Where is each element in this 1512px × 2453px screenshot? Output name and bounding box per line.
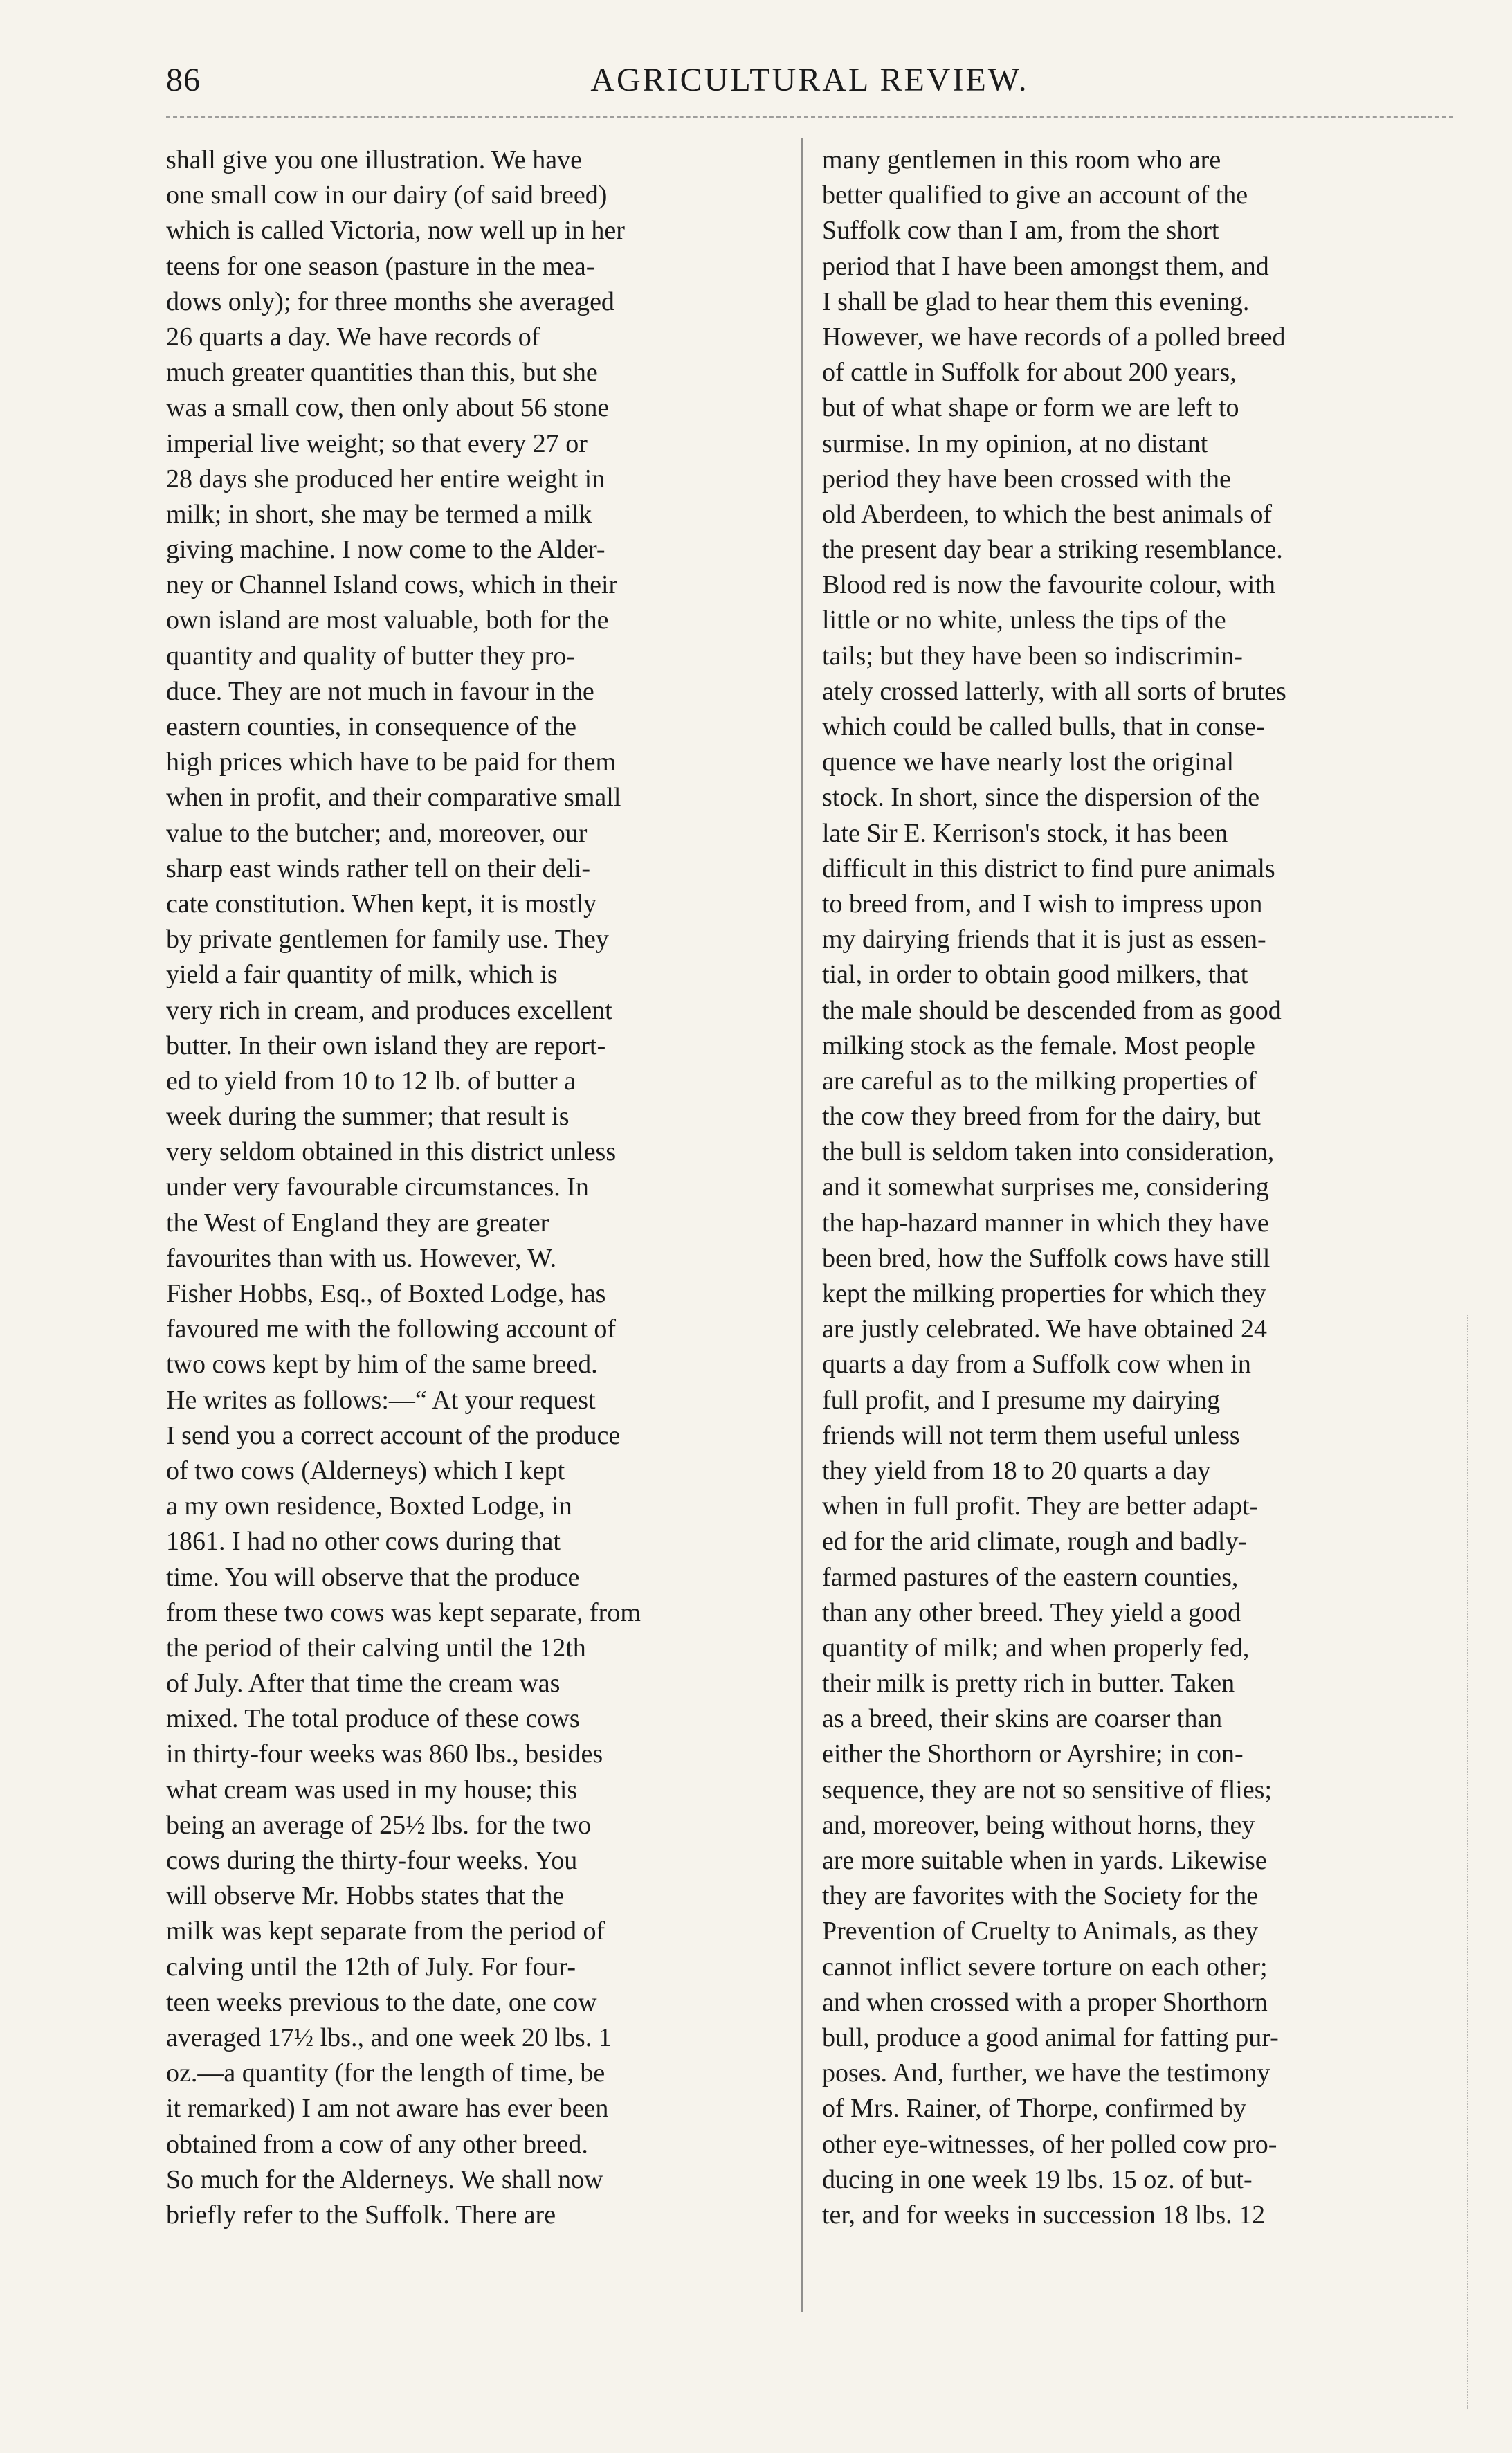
text-line: stock. In short, since the dispersion of the bbox=[822, 783, 1260, 813]
text-line: ed for the arid climate, rough and badly- bbox=[822, 1527, 1248, 1557]
text-line: many gentlemen in this room who are bbox=[822, 145, 1221, 174]
text-line: So much for the Alderneys. We shall now bbox=[166, 2164, 603, 2194]
text-line: high prices which have to be paid for them bbox=[166, 748, 617, 777]
running-title: AGRICULTURAL REVIEW. bbox=[590, 62, 1029, 98]
text-line: been bred, how the Suffolk cows have still bbox=[822, 1243, 1270, 1273]
text-line: averaged 17½ lbs., and one week 20 lbs. 1 bbox=[166, 2022, 612, 2052]
text-line: milking stock as the female. Most people bbox=[822, 1031, 1255, 1060]
text-line: shall give you one illustration. We have bbox=[166, 145, 582, 174]
text-line: much greater quantities than this, but she bbox=[166, 358, 598, 388]
text-line: when in full profit. They are better adapt- bbox=[822, 1492, 1259, 1521]
text-line: difficult in this district to find pure animals bbox=[822, 853, 1275, 883]
text-line: tails; but they have been so indiscrimin- bbox=[822, 641, 1243, 671]
text-line: time. You will observe that the produce bbox=[166, 1562, 580, 1592]
text-line: from these two cows was kept separate, from bbox=[166, 1597, 641, 1627]
text-line: own island are most valuable, both for the bbox=[166, 606, 609, 635]
text-line: ter, and for weeks in succession 18 lbs. 12 bbox=[822, 2200, 1266, 2229]
text-line: than any other breed. They yield a good bbox=[822, 1597, 1241, 1627]
text-line: quence we have nearly lost the original bbox=[822, 748, 1235, 777]
text-line: Blood red is now the favourite colour, with bbox=[822, 570, 1275, 600]
text-line: of July. After that time the cream was bbox=[166, 1669, 561, 1699]
text-line: However, we have records of a polled breed bbox=[822, 322, 1286, 352]
text-line: favoured me with the following account of bbox=[166, 1314, 617, 1344]
text-line: in thirty-four weeks was 860 lbs., besides bbox=[166, 1739, 603, 1769]
text-line: briefly refer to the Suffolk. There are bbox=[166, 2200, 556, 2229]
text-line: oz.—a quantity (for the length of time, be bbox=[166, 2058, 605, 2088]
text-line: milk; in short, she may be termed a milk bbox=[166, 499, 592, 529]
text-line: surmise. In my opinion, at no distant bbox=[822, 428, 1208, 458]
text-line: of Mrs. Rainer, of Thorpe, confirmed by bbox=[822, 2094, 1247, 2124]
text-line: I send you a correct account of the produce bbox=[166, 1420, 621, 1450]
text-line: cate constitution. When kept, it is mostly bbox=[166, 889, 596, 918]
text-line: their milk is pretty rich in butter. Taken bbox=[822, 1669, 1235, 1699]
text-line: the male should be descended from as good bbox=[822, 995, 1282, 1025]
text-line: better qualified to give an account of the bbox=[822, 181, 1248, 210]
text-line: the cow they breed from for the dairy, but bbox=[822, 1102, 1261, 1132]
text-line: quarts a day from a Suffolk cow when in bbox=[822, 1350, 1251, 1379]
page-edge-marks bbox=[1467, 1315, 1473, 2409]
text-line: teens for one season (pasture in the mea- bbox=[166, 251, 595, 281]
page-number: 86 bbox=[166, 62, 201, 98]
text-line: ately crossed latterly, with all sorts of brutes bbox=[822, 676, 1286, 706]
text-line: the period of their calving until the 12th bbox=[166, 1633, 586, 1663]
text-line: ed to yield from 10 to 12 lb. of butter a bbox=[166, 1066, 576, 1096]
text-line: Prevention of Cruelty to Animals, as they bbox=[822, 1917, 1259, 1946]
text-line: week during the summer; that result is bbox=[166, 1102, 570, 1132]
text-line: and it somewhat surprises me, considering bbox=[822, 1173, 1269, 1202]
text-line: ney or Channel Island cows, which in their bbox=[166, 570, 618, 600]
text-line: milk was kept separate from the period of bbox=[166, 1917, 605, 1946]
text-line: when in profit, and their comparative small bbox=[166, 783, 621, 813]
text-line: they are favorites with the Society for the bbox=[822, 1881, 1258, 1911]
text-line: a my own residence, Boxted Lodge, in bbox=[166, 1492, 572, 1521]
right-column bbox=[822, 143, 1437, 2233]
text-line: farmed pastures of the eastern counties, bbox=[822, 1562, 1239, 1592]
text-line: 26 quarts a day. We have records of bbox=[166, 322, 540, 352]
text-line: under very favourable circumstances. In bbox=[166, 1173, 589, 1202]
text-line: kept the milking properties for which they bbox=[822, 1279, 1266, 1308]
text-line: 28 days she produced her entire weight in bbox=[166, 464, 605, 494]
text-line: and, moreover, being without horns, they bbox=[822, 1810, 1255, 1840]
text-line: other eye-witnesses, of her polled cow pro- bbox=[822, 2129, 1277, 2159]
text-line: was a small cow, then only about 56 stone bbox=[166, 393, 610, 423]
text-line: as a breed, their skins are coarser than bbox=[822, 1704, 1223, 1734]
text-line: are careful as to the milking properties of bbox=[822, 1066, 1257, 1096]
text-line: very rich in cream, and produces excellent bbox=[166, 995, 612, 1025]
text-line: old Aberdeen, to which the best animals of bbox=[822, 499, 1273, 529]
text-line: sharp east winds rather tell on their deli- bbox=[166, 853, 591, 883]
text-line: calving until the 12th of July. For four- bbox=[166, 1952, 576, 1982]
text-line: which is called Victoria, now well up in her bbox=[166, 216, 625, 246]
text-line: He writes as follows:—“ At your request bbox=[166, 1385, 596, 1415]
text-line: and when crossed with a proper Shorthorn bbox=[822, 1987, 1268, 2017]
text-line: butter. In their own island they are report- bbox=[166, 1031, 606, 1060]
text-line: quantity of milk; and when properly fed, bbox=[822, 1633, 1250, 1663]
text-line: favourites than with us. However, W. bbox=[166, 1243, 557, 1273]
text-line: Fisher Hobbs, Esq., of Boxted Lodge, has bbox=[166, 1279, 606, 1308]
text-line: I shall be glad to hear them this evening. bbox=[822, 287, 1250, 316]
text-line: which could be called bulls, that in conse- bbox=[822, 712, 1265, 741]
text-line: imperial live weight; so that every 27 or bbox=[166, 428, 588, 458]
text-line: mixed. The total produce of these cows bbox=[166, 1704, 580, 1734]
text-line: cows during the thirty-four weeks. You bbox=[166, 1846, 578, 1875]
text-line: being an average of 25½ lbs. for the two bbox=[166, 1810, 592, 1840]
text-line: of cattle in Suffolk for about 200 years, bbox=[822, 358, 1237, 388]
header-rule bbox=[166, 116, 1453, 118]
text-line: bull, produce a good animal for fatting pur- bbox=[822, 2022, 1279, 2052]
text-line: one small cow in our dairy (of said breed) bbox=[166, 181, 608, 210]
text-line: are justly celebrated. We have obtained 24 bbox=[822, 1314, 1268, 1344]
page-header bbox=[166, 61, 1453, 111]
text-line: 1861. I had no other cows during that bbox=[166, 1527, 561, 1557]
text-line: full profit, and I presume my dairying bbox=[822, 1385, 1221, 1415]
text-line: are more suitable when in yards. Likewise bbox=[822, 1846, 1267, 1875]
text-line: what cream was used in my house; this bbox=[166, 1775, 578, 1804]
text-line: Suffolk cow than I am, from the short bbox=[822, 216, 1219, 246]
text-line: of two cows (Alderneys) which I kept bbox=[166, 1456, 565, 1485]
text-line: quantity and quality of butter they pro- bbox=[166, 641, 575, 671]
text-line: value to the butcher; and, moreover, our bbox=[166, 818, 588, 848]
text-line: giving machine. I now come to the Alder- bbox=[166, 535, 605, 565]
text-line: they yield from 18 to 20 quarts a day bbox=[822, 1456, 1211, 1485]
text-line: very seldom obtained in this district unless bbox=[166, 1137, 617, 1167]
text-line: but of what shape or form we are left to bbox=[822, 393, 1239, 423]
text-line: will observe Mr. Hobbs states that the bbox=[166, 1881, 565, 1911]
text-line: teen weeks previous to the date, one cow bbox=[166, 1987, 597, 2017]
text-line: my dairying friends that it is just as essen- bbox=[822, 925, 1266, 954]
text-line: little or no white, unless the tips of the bbox=[822, 606, 1226, 635]
text-line: friends will not term them useful unless bbox=[822, 1420, 1240, 1450]
text-line: duce. They are not much in favour in the bbox=[166, 676, 594, 706]
text-line: period they have been crossed with the bbox=[822, 464, 1231, 494]
text-line: late Sir E. Kerrison's stock, it has been bbox=[822, 818, 1228, 848]
text-line: to breed from, and I wish to impress upon bbox=[822, 889, 1263, 918]
text-line: by private gentlemen for family use. They bbox=[166, 925, 609, 954]
text-line: poses. And, further, we have the testimony bbox=[822, 2058, 1270, 2088]
column-divider bbox=[801, 138, 803, 2312]
text-line: dows only); for three months she averaged bbox=[166, 287, 614, 316]
text-line: yield a fair quantity of milk, which is bbox=[166, 960, 558, 990]
text-line: eastern counties, in consequence of the bbox=[166, 712, 576, 741]
text-line: the present day bear a striking resemblance. bbox=[822, 535, 1283, 565]
text-line: it remarked) I am not aware has ever been bbox=[166, 2094, 609, 2124]
text-line: the bull is seldom taken into consideration, bbox=[822, 1137, 1275, 1167]
left-column bbox=[166, 143, 781, 2233]
text-line: the West of England they are greater bbox=[166, 1208, 549, 1238]
text-line: ducing in one week 19 lbs. 15 oz. of but- bbox=[822, 2164, 1253, 2194]
text-line: cannot inflict severe torture on each other; bbox=[822, 1952, 1268, 1982]
text-line: either the Shorthorn or Ayrshire; in con- bbox=[822, 1739, 1244, 1769]
text-line: period that I have been amongst them, and bbox=[822, 251, 1269, 281]
text-line: two cows kept by him of the same breed. bbox=[166, 1350, 598, 1379]
text-line: sequence, they are not so sensitive of flies; bbox=[822, 1775, 1273, 1804]
text-line: tial, in order to obtain good milkers, that bbox=[822, 960, 1248, 990]
text-line: obtained from a cow of any other breed. bbox=[166, 2129, 588, 2159]
text-line: the hap-hazard manner in which they have bbox=[822, 1208, 1269, 1238]
